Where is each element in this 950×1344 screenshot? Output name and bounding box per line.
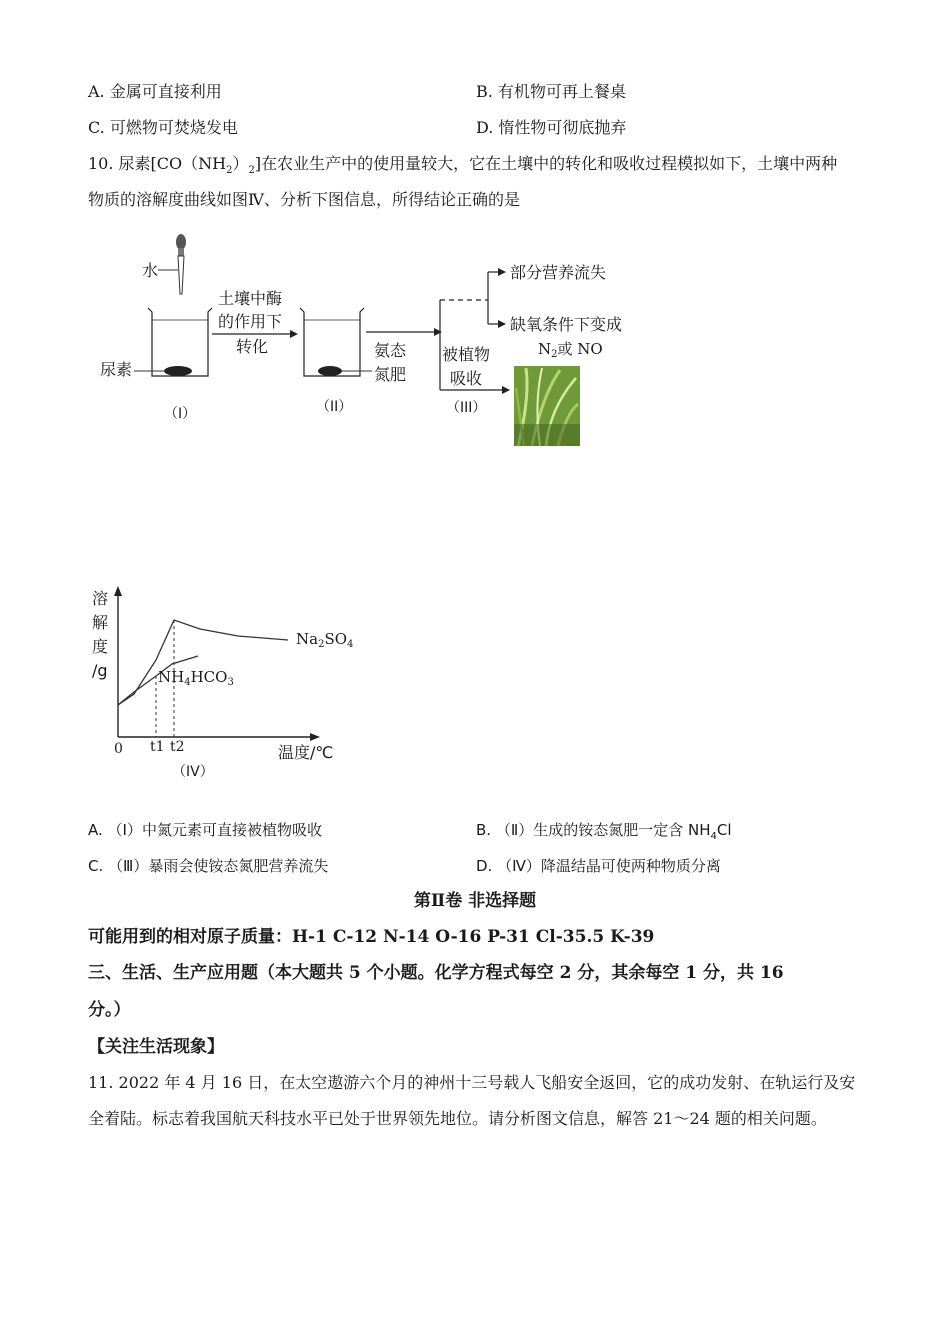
part3-heading-line1: 三、生活、生产应用题（本大题共 5 个小题。化学方程式每空 2 分，其余每空 1 分，共 16 [88,963,784,983]
q10-option-a: A. （Ⅰ）中氮元素可直接被植物吸收 [88,821,322,839]
dropper-icon [176,234,186,294]
label-3: （III） [446,400,487,416]
arrow1-text-1: 土壤中酶 [218,289,283,308]
ylabel-2: 解 [92,613,109,632]
chart-caption: （IV） [172,764,214,780]
fertilizer-solid-icon [318,366,342,376]
plant-image [514,366,580,446]
branch-n2-no-text: $N_2$或 NO [538,340,603,360]
q10-stem-line2: 物质的溶解度曲线如图Ⅳ、分析下图信息，所得结论正确的是 [88,190,520,209]
series-nh4hco3-label: $NH_4HCO_3$ [158,668,234,688]
label-1: （I） [164,406,197,422]
focus-heading: 【关注生活现象】 [88,1037,224,1057]
q9-option-b: B. 有机物可再上餐桌 [476,82,626,101]
series-na2so4-label: $Na_2SO_4$ [296,630,354,650]
xlabel: 温度/℃ [278,743,334,762]
q10-option-b: B. （Ⅱ）生成的铵态氮肥一定含 $NH_4Cl$ [476,821,732,842]
q11-line1: 11. 2022 年 4 月 16 日，在太空遨游六个月的神州十三号载人飞船安全返回，它的成功发射、在轨运行及安 [88,1073,856,1092]
label-2: （II） [316,399,353,415]
q10-option-d: D. （Ⅳ）降温结晶可使两种物质分离 [476,857,721,875]
urea-process-diagram [90,228,650,453]
urea-label: 尿素 [100,360,133,379]
nitrogen-text-2: 氮肥 [374,365,407,384]
solubility-chart [88,582,378,782]
ylabel-4: /g [92,661,108,680]
series-na2so4-line [118,620,288,705]
origin-label: 0 [114,741,123,757]
q9-option-a: A. 金属可直接利用 [88,82,222,101]
q10-stem-line1: 10. 尿素$[CO(NH_2)_2]$在农业生产中的使用量较大，它在土壤中的转化和吸收过程模拟如下，土壤中两种 [88,154,838,177]
absorb-text-2: 吸收 [450,369,483,388]
beaker-2-icon [300,308,364,376]
urea-solid-icon [164,366,192,376]
section-2-title: 第Ⅱ卷 非选择题 [413,891,537,911]
arrow1-text-2: 的作用下 [218,312,283,331]
beaker-1-icon [148,308,212,376]
absorb-text-1: 被植物 [442,345,491,364]
branch-loss-text: 部分营养流失 [510,263,607,282]
water-label: 水 [142,261,159,280]
tick-t1: t1 [150,739,165,755]
atomic-mass-line: 可能用到的相对原子质量：H-1 C-12 N-14 O-16 P-31 Cl-35.5 K-39 [88,927,655,947]
q9-option-d: D. 惰性物可彻底抛弃 [476,118,627,137]
tick-t2: t2 [170,739,185,755]
nitrogen-text-1: 氨态 [374,341,407,360]
q10-option-c: C. （Ⅲ）暴雨会使铵态氮肥营养流失 [88,857,329,875]
q11-line2: 全着陆。标志着我国航天科技水平已处于世界领先地位。请分析图文信息，解答 21～24 题的相关问题。 [88,1109,827,1128]
arrow1-text-3: 转化 [236,337,269,356]
ylabel-3: 度 [92,637,109,656]
part3-heading-line2: 分。） [88,1000,131,1020]
ylabel-1: 溶 [92,589,109,608]
branch-anoxic-text: 缺氧条件下变成 [510,315,623,334]
q9-option-c: C. 可燃物可焚烧发电 [88,118,238,137]
